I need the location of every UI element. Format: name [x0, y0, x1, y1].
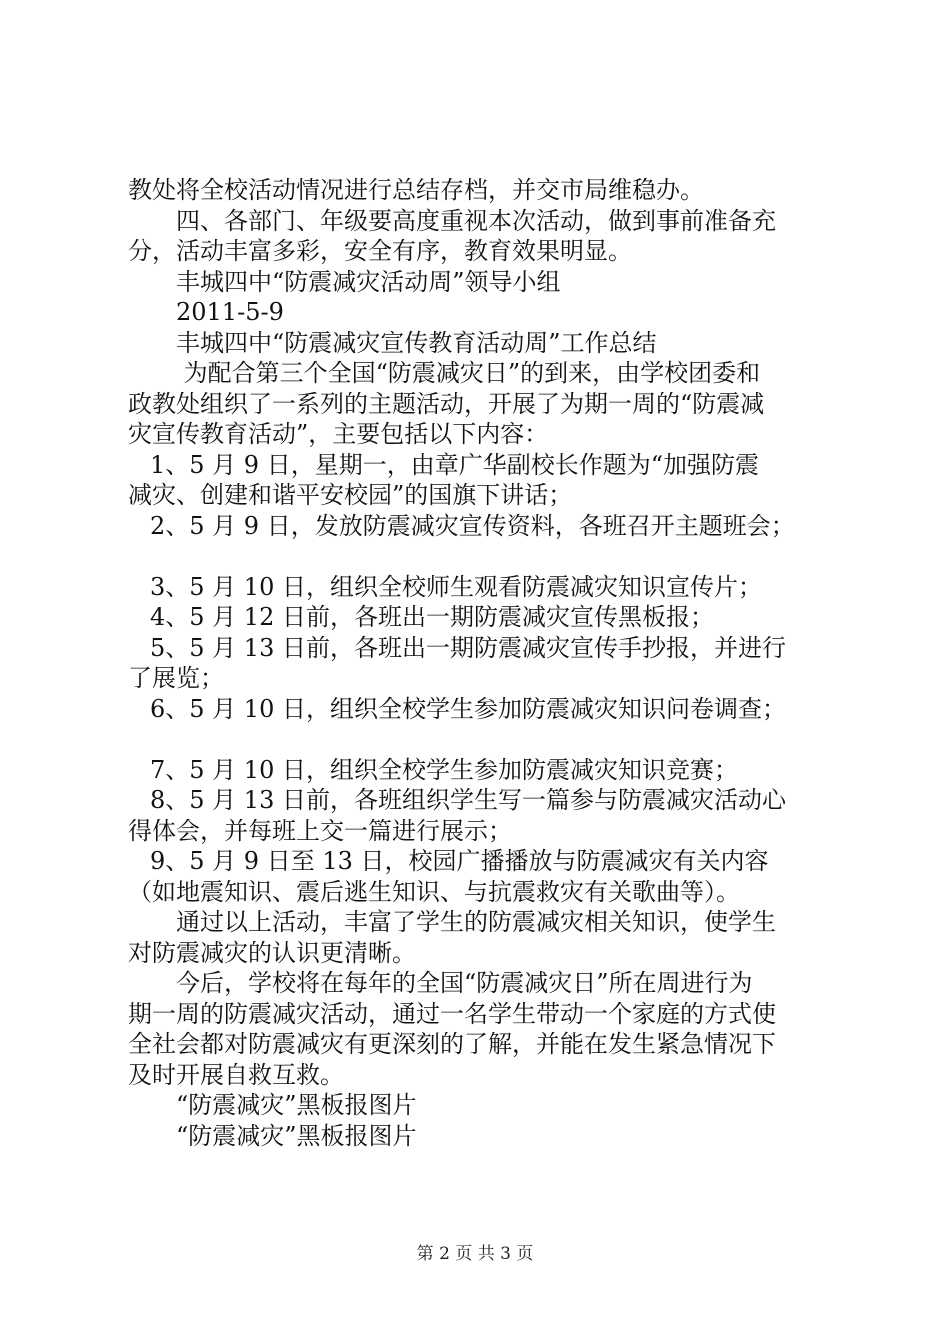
list-item: 3、5 月 10 日，组织全校师生观看防震减灾知识宣传片；	[150, 572, 762, 601]
text-line: 为配合第三个全国“防震减灾日”的到来，由学校团委和	[176, 359, 761, 388]
list-item: 1、5 月 9 日，星期一，由章广华副校长作题为“加强防震	[150, 450, 759, 479]
list-item: 5、5 月 13 日前，各班出一期防震减灾宣传手抄报，并进行	[150, 633, 786, 662]
text-line: 及时开展自救互救。	[128, 1060, 344, 1089]
text-line: 灾宣传教育活动”，主要包括以下内容：	[128, 420, 549, 449]
text-line: 政教处组织了一系列的主题活动，开展了为期一周的“防震减	[128, 389, 765, 418]
caption-line: “防震减灾”黑板报图片	[176, 1091, 417, 1120]
signature-line: 丰城四中“防震减灾活动周”领导小组	[176, 267, 561, 296]
list-item: 6、5 月 10 日，组织全校学生参加防震减灾知识问卷调查；	[150, 694, 786, 723]
list-item-continuation: 减灾、创建和谐平安校园”的国旗下讲话；	[128, 481, 573, 510]
date-line: 2011-5-9	[176, 298, 284, 327]
text-line: 期一周的防震减灾活动，通过一名学生带动一个家庭的方式使	[128, 999, 776, 1028]
list-item-continuation: 得体会，并每班上交一篇进行展示；	[128, 816, 512, 845]
caption-line: “防震减灾”黑板报图片	[176, 1122, 417, 1150]
summary-title: 丰城四中“防震减灾宣传教育活动周”工作总结	[176, 328, 657, 357]
list-item: 4、5 月 12 日前，各班出一期防震减灾宣传黑板报；	[150, 603, 714, 632]
list-item-continuation: （如地震知识、震后逃生知识、与抗震救灾有关歌曲等）。	[128, 877, 740, 906]
list-item: 2、5 月 9 日，发放防震减灾宣传资料，各班召开主题班会；	[150, 511, 795, 540]
text-line: 全社会都对防震减灾有更深刻的了解，并能在发生紧急情况下	[128, 1030, 776, 1059]
text-line: 通过以上活动，丰富了学生的防震减灾相关知识，使学生	[176, 908, 776, 937]
page-footer: 第 2 页 共 3 页	[416, 1244, 534, 1264]
list-item-continuation: 了展览；	[128, 664, 224, 693]
text-line: 教处将全校活动情况进行总结存档，并交市局维稳办。	[128, 176, 704, 204]
text-line: 分，活动丰富多彩，安全有序，教育效果明显。	[128, 237, 632, 266]
list-item: 7、5 月 10 日，组织全校学生参加防震减灾知识竞赛；	[150, 755, 738, 784]
list-item: 8、5 月 13 日前，各班组织学生写一篇参与防震减灾活动心	[150, 786, 786, 815]
text-line: 对防震减灾的认识更清晰。	[128, 938, 416, 967]
text-line: 今后，学校将在每年的全国“防震减灾日”所在周进行为	[176, 969, 753, 998]
list-item: 9、5 月 9 日至 13 日，校园广播播放与防震减灾有关内容	[150, 847, 769, 876]
text-line: 四、各部门、年级要高度重视本次活动，做到事前准备充	[176, 206, 776, 235]
